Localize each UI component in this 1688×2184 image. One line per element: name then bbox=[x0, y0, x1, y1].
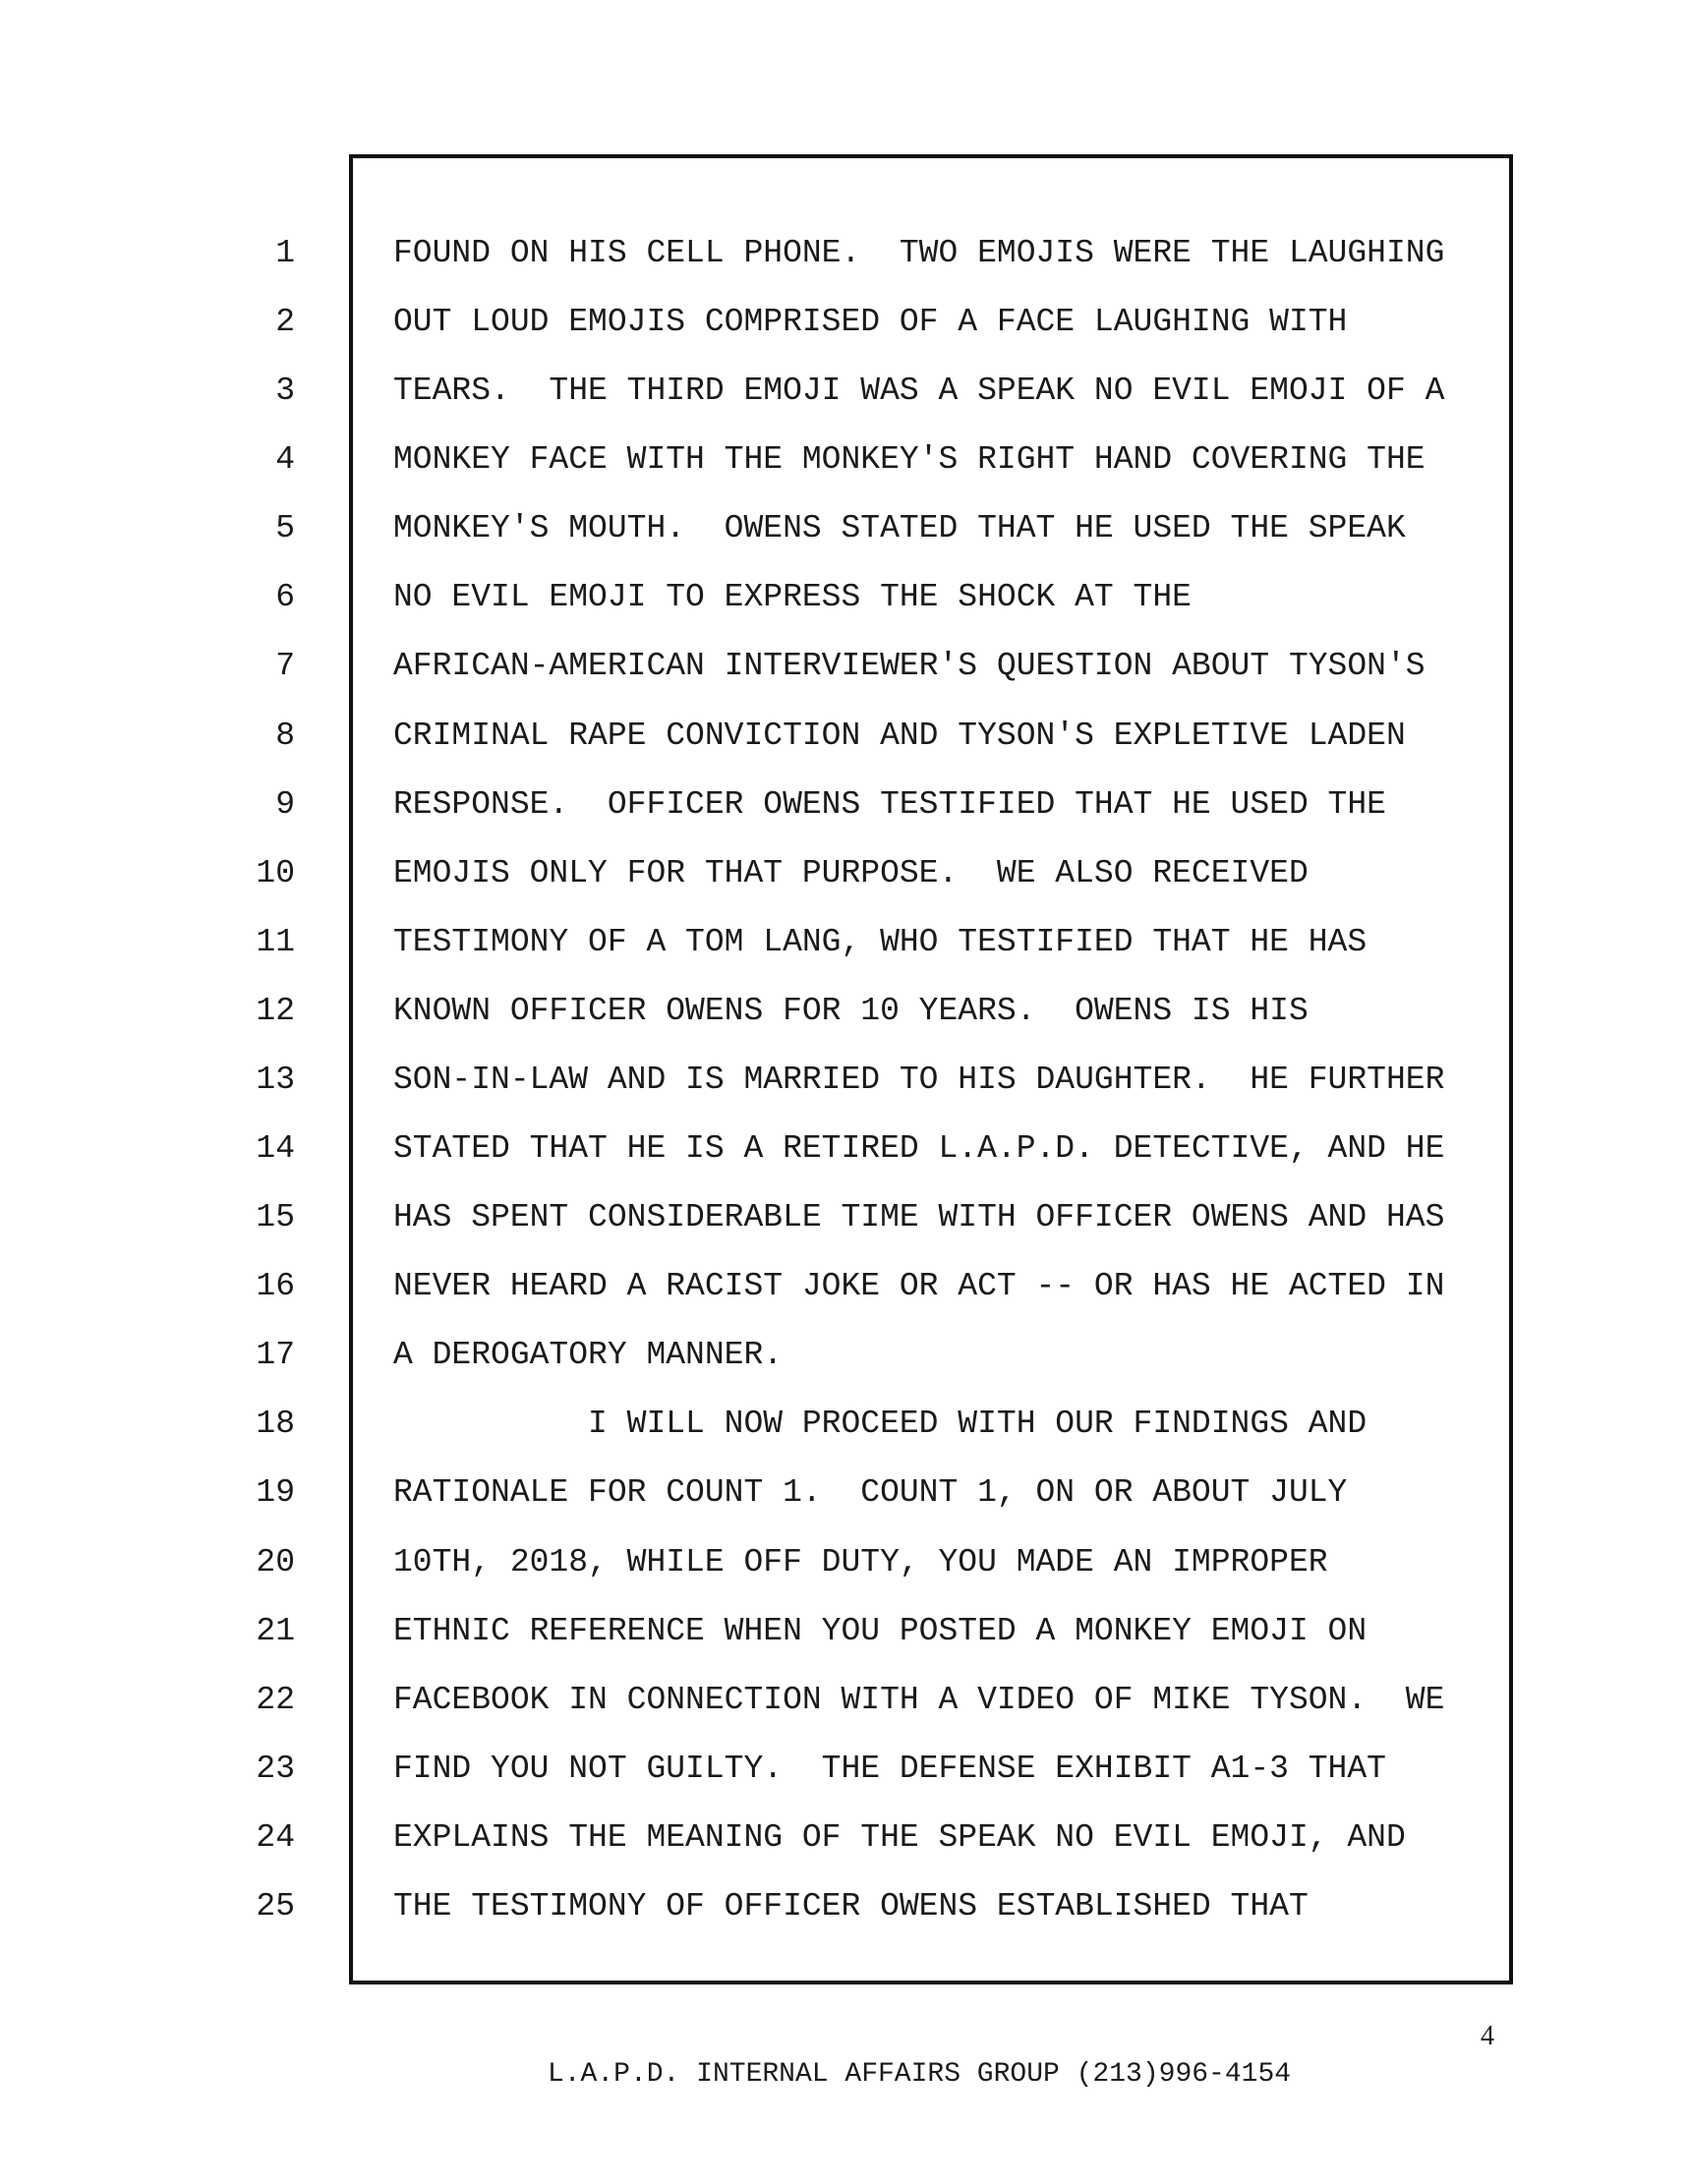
transcript-line: 10TH, 2018, WHILE OFF DUTY, YOU MADE AN IMPROPER bbox=[393, 1544, 1328, 1581]
transcript-line: FOUND ON HIS CELL PHONE. TWO EMOJIS WERE THE LAUGHING bbox=[393, 235, 1445, 271]
transcript-line: KNOWN OFFICER OWENS FOR 10 YEARS. OWENS IS HIS bbox=[393, 993, 1309, 1029]
line-number: 5 bbox=[275, 510, 295, 546]
line-number: 6 bbox=[275, 579, 295, 615]
line-number: 23 bbox=[256, 1751, 295, 1787]
transcript-line: ETHNIC REFERENCE WHEN YOU POSTED A MONKEY EMOJI ON bbox=[393, 1613, 1368, 1649]
line-number: 1 bbox=[275, 235, 295, 271]
transcript-line: RESPONSE. OFFICER OWENS TESTIFIED THAT HE USED THE bbox=[393, 786, 1386, 823]
line-number: 25 bbox=[256, 1888, 295, 1925]
transcript-line: TESTIMONY OF A TOM LANG, WHO TESTIFIED THAT HE HAS bbox=[393, 924, 1368, 960]
transcript-line: NO EVIL EMOJI TO EXPRESS THE SHOCK AT THE bbox=[393, 579, 1192, 615]
transcript-line: FACEBOOK IN CONNECTION WITH A VIDEO OF MIKE TYSON. WE bbox=[393, 1682, 1445, 1718]
transcript-line: THE TESTIMONY OF OFFICER OWENS ESTABLISHED THAT bbox=[393, 1888, 1309, 1925]
transcript-line: EMOJIS ONLY FOR THAT PURPOSE. WE ALSO RECEIVED bbox=[393, 855, 1309, 891]
line-number: 2 bbox=[275, 304, 295, 340]
transcript-line: AFRICAN-AMERICAN INTERVIEWER'S QUESTION ABOUT TYSON'S bbox=[393, 648, 1426, 684]
transcript-line: MONKEY FACE WITH THE MONKEY'S RIGHT HAND COVERING THE bbox=[393, 441, 1426, 478]
line-number: 22 bbox=[256, 1682, 295, 1718]
transcript-line: I WILL NOW PROCEED WITH OUR FINDINGS AND bbox=[393, 1406, 1368, 1442]
transcript-line: MONKEY'S MOUTH. OWENS STATED THAT HE USED THE SPEAK bbox=[393, 510, 1406, 546]
line-number: 3 bbox=[275, 373, 295, 409]
transcript-line: TEARS. THE THIRD EMOJI WAS A SPEAK NO EVIL EMOJI OF A bbox=[393, 373, 1445, 409]
transcript-line: A DEROGATORY MANNER. bbox=[393, 1337, 784, 1373]
line-number: 9 bbox=[275, 786, 295, 823]
transcript-line: EXPLAINS THE MEANING OF THE SPEAK NO EVIL EMOJI, AND bbox=[393, 1819, 1406, 1856]
line-number: 4 bbox=[275, 441, 295, 478]
line-number: 18 bbox=[256, 1406, 295, 1442]
line-number: 15 bbox=[256, 1199, 295, 1236]
transcript-line: NEVER HEARD A RACIST JOKE OR ACT -- OR HAS HE ACTED IN bbox=[393, 1268, 1445, 1304]
line-number: 19 bbox=[256, 1474, 295, 1511]
line-number: 20 bbox=[256, 1544, 295, 1581]
line-number: 12 bbox=[256, 993, 295, 1029]
line-number: 10 bbox=[256, 855, 295, 891]
line-number: 7 bbox=[275, 648, 295, 684]
transcript-line: STATED THAT HE IS A RETIRED L.A.P.D. DETECTIVE, AND HE bbox=[393, 1130, 1445, 1167]
page-footer: L.A.P.D. INTERNAL AFFAIRS GROUP (213)996-4154 bbox=[547, 2059, 1292, 2090]
page-number: 4 bbox=[1481, 2021, 1494, 2051]
line-number: 8 bbox=[275, 718, 295, 754]
line-number: 13 bbox=[256, 1062, 295, 1098]
line-number: 16 bbox=[256, 1268, 295, 1304]
transcript-line: SON-IN-LAW AND IS MARRIED TO HIS DAUGHTER. HE FURTHER bbox=[393, 1062, 1445, 1098]
transcript-line: FIND YOU NOT GUILTY. THE DEFENSE EXHIBIT A1-3 THAT bbox=[393, 1751, 1386, 1787]
line-number: 14 bbox=[256, 1130, 295, 1167]
line-number: 11 bbox=[256, 924, 295, 960]
line-number: 17 bbox=[256, 1337, 295, 1373]
transcript-line: HAS SPENT CONSIDERABLE TIME WITH OFFICER OWENS AND HAS bbox=[393, 1199, 1445, 1236]
line-number: 24 bbox=[256, 1819, 295, 1856]
transcript-line: RATIONALE FOR COUNT 1. COUNT 1, ON OR ABOUT JULY bbox=[393, 1474, 1348, 1511]
transcript-line: CRIMINAL RAPE CONVICTION AND TYSON'S EXPLETIVE LADEN bbox=[393, 718, 1406, 754]
line-number: 21 bbox=[256, 1613, 295, 1649]
transcript-line: OUT LOUD EMOJIS COMPRISED OF A FACE LAUGHING WITH bbox=[393, 304, 1348, 340]
